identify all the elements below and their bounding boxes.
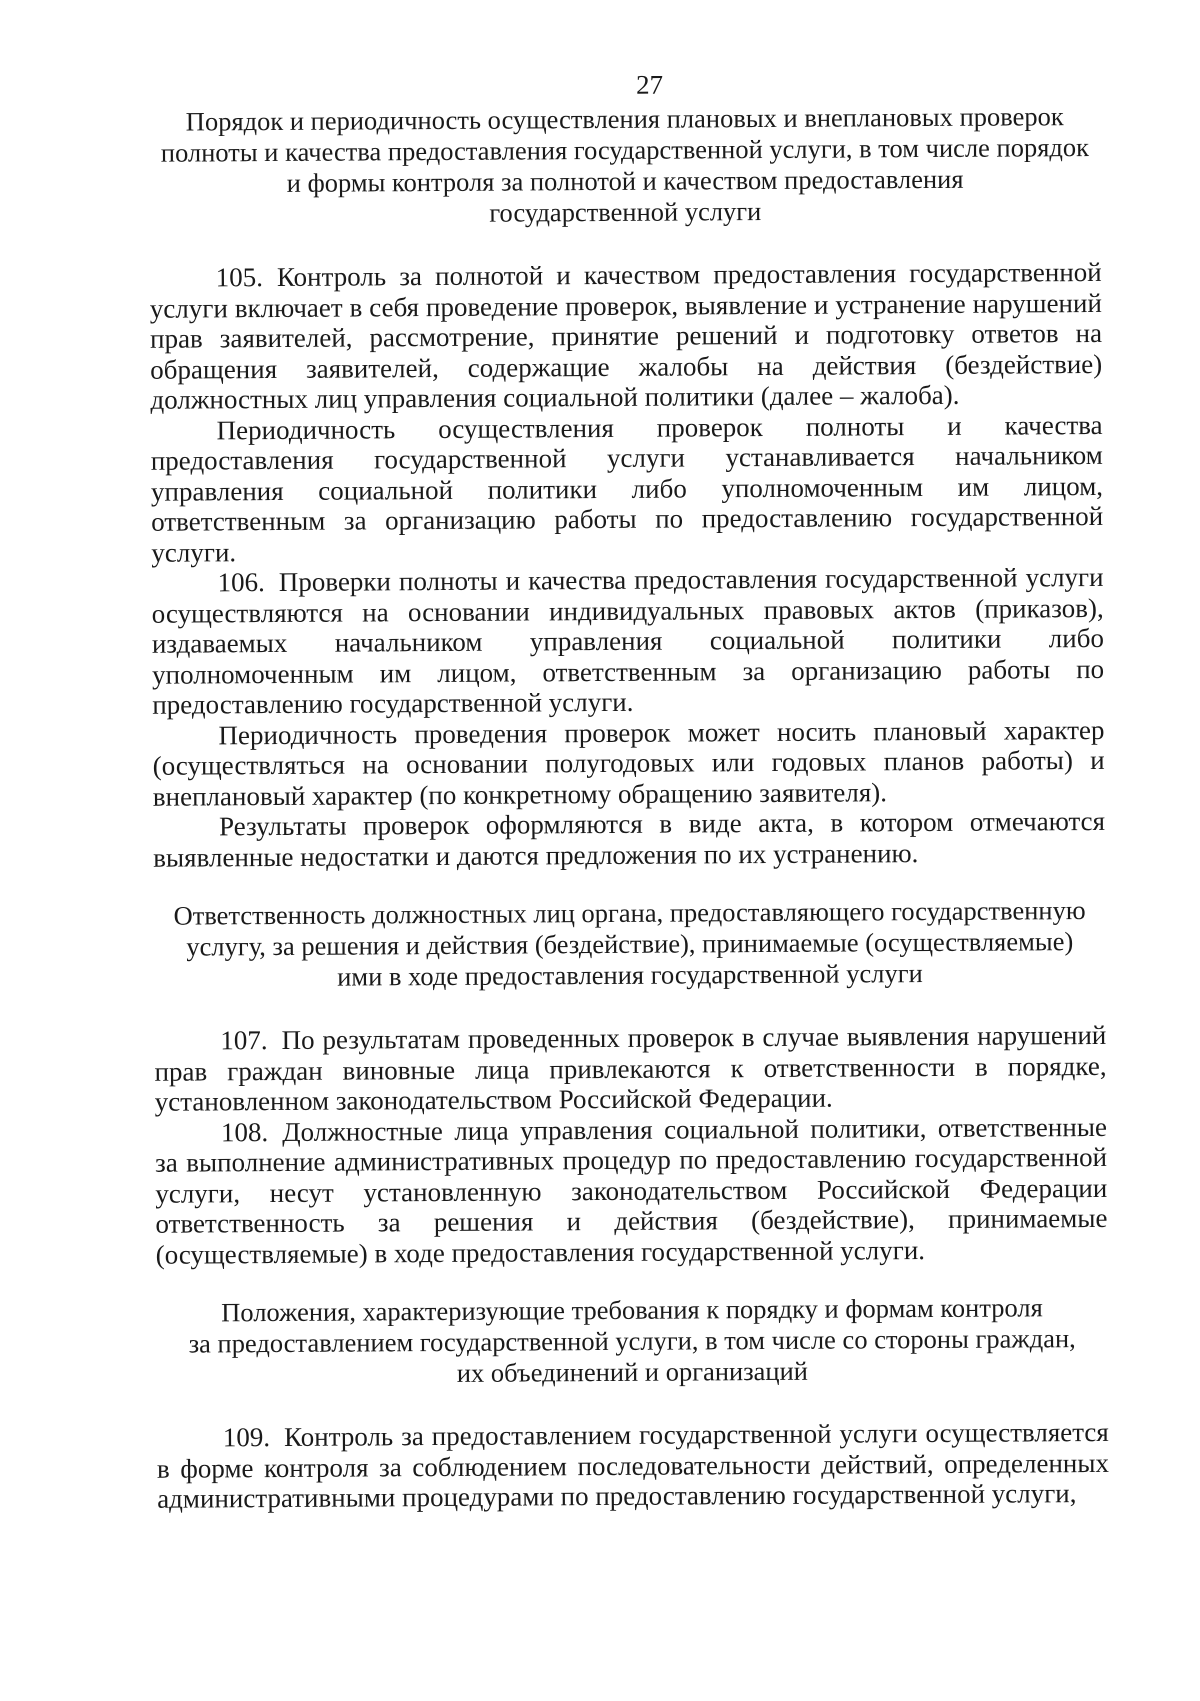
- heading-line: их объединений и организаций: [456, 1355, 809, 1388]
- paragraph: [152, 714, 1105, 811]
- heading-line: Порядок и периодичность осуществления плановых и внеплановых проверок: [185, 101, 1064, 137]
- heading-line: Положения, характеризующие требования к порядку и формам контроля: [221, 1292, 1043, 1328]
- paragraph: [157, 1417, 1110, 1514]
- paragraph: [150, 257, 1103, 415]
- heading-line: полноты и качества предоставления государственной услуги, в том числе порядок: [160, 132, 1090, 168]
- paragraph-text: Контроль за предоставлением государственной услуги осуществляется в форме контроля за соблюдением последовательности действий, определенных административными процедурами по предоставлению государственной услуги,: [156, 1416, 1110, 1514]
- heading-line: и формы контроля за полнотой и качеством предоставления: [286, 163, 964, 198]
- heading-line: государственной услуги: [489, 196, 762, 228]
- page-number: 27: [635, 69, 664, 100]
- clause-number: 109.: [222, 1422, 271, 1453]
- heading-line: услугу, за решения и действия (бездействие), принимаемые (осуществляемые): [186, 926, 1074, 962]
- paragraph-text: Должностные лица управления социальной политики, ответственные за выполнение административных процедур по предоставлению государственной услуги, несут установленную законодательством Российской Федерации ответственность за решения и действия (бездействие), принимаемые (осуществляемые) в ходе предоставления государственной услуги.: [155, 1111, 1108, 1270]
- clause-number: 105.: [215, 262, 264, 293]
- heading-line: Ответственность должностных лиц органа, предоставляющего государственную: [173, 895, 1086, 931]
- paragraph: [155, 1111, 1108, 1269]
- paragraph: [154, 1020, 1107, 1117]
- clause-number: 106.: [217, 567, 265, 598]
- paragraph: [151, 409, 1104, 567]
- section-heading: [149, 101, 1102, 231]
- section-heading: [153, 895, 1106, 994]
- paragraph-text: Проверки полноты и качества предоставления государственной услуги осуществляются на основании индивидуальных правовых актов (приказов), издаваемых начальником управления социальной политики либо уполномоченным им лицом, ответственным за организацию работы по предоставлению государственной услуги.: [151, 561, 1105, 720]
- paragraph-text: Периодичность осуществления проверок полноты и качества предоставления государственной услуги устанавливается начальником управления социальной политики либо уполномоченным им лицом, ответственным за организацию работы по предоставлению государственной услуги.: [150, 409, 1104, 568]
- heading-line: ими в ходе предоставления государственной услуги: [337, 958, 923, 992]
- section-heading: [156, 1292, 1109, 1391]
- clause-number: 108.: [220, 1116, 269, 1147]
- paragraph: [151, 562, 1104, 720]
- paragraph-text: Периодичность проведения проверок может носить плановый характер (осуществляться на основании полугодовых или годовых планов работы) и внеплановый характер (по конкретному обращению заявителя).: [152, 714, 1105, 812]
- paragraph-text: По результатам проведенных проверок в случае выявления нарушений прав граждан виновные лица привлекаются к ответственности в порядке, установленном законодательством Российской Федерации.: [154, 1019, 1107, 1117]
- heading-line: за предоставлением государственной услуги, в том числе со стороны граждан,: [188, 1323, 1076, 1359]
- paragraph: [153, 806, 1105, 873]
- clause-number: 107.: [220, 1025, 268, 1056]
- paragraph-text: Результаты проверок оформляются в виде акта, в котором отмечаются выявленные недостатки и даются предложения по их устранению.: [153, 805, 1106, 873]
- paragraph-text: Контроль за полнотой и качеством предоставления государственной услуги включает в себя проведение проверок, выявление и устранение нарушений прав заявителей, рассмотрение, принятие решений и подготовку ответов на обращения заявителей, содержащие жалобы на действия (бездействие) должностных лиц управления социальной политики (далее – жалоба).: [149, 256, 1103, 415]
